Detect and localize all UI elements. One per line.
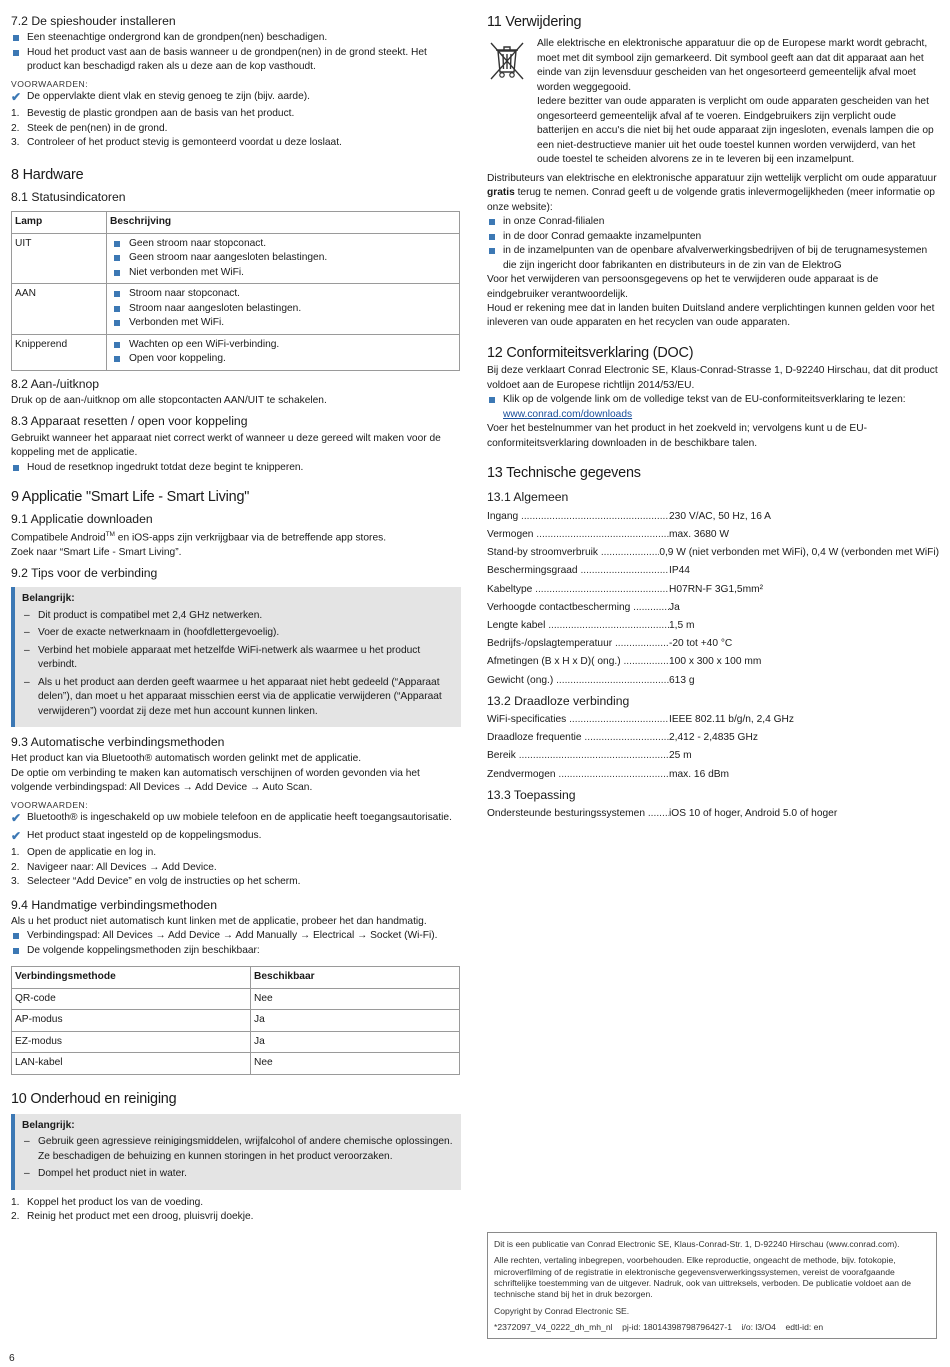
list-item: 2. Reinig het product met een droog, pluisvrij doekje. <box>11 1211 254 1223</box>
spec-value: 1,5 m <box>669 619 695 631</box>
section-9-title: 9 Applicatie "Smart Life - Smart Living" <box>11 489 250 506</box>
table-cell: AAN <box>12 284 107 334</box>
spec-value: 2,412 - 2,4835 GHz <box>669 732 758 744</box>
steps-list <box>11 107 461 150</box>
section-12 <box>487 345 939 451</box>
notes-list <box>22 1135 453 1181</box>
spec-row <box>487 711 939 729</box>
spec-row <box>487 599 939 617</box>
spec-row <box>487 653 939 671</box>
spec-row <box>487 805 939 823</box>
spec-row <box>487 635 939 653</box>
important-note <box>11 1114 461 1190</box>
paragraph: Compatibele Android™ en iOS-apps zijn verkrijgbaar via de betreffende app stores. <box>11 530 387 544</box>
table-cell: Wachten op een WiFi-verbinding. Open voor koppeling. <box>107 334 460 370</box>
spec-key: Gewicht (ong.) ..... <box>487 672 669 690</box>
section-13-1-title: 13.1 Algemeen <box>487 490 569 505</box>
table-cell: Geen stroom naar stopconact. Geen stroom naar aangesloten belastingen. Niet verbonden met WiFi. <box>107 233 460 283</box>
list-item: ✔ Bluetooth® is ingeschakeld op uw mobiele telefoon en de applicatie heeft toegangsautorisatie. <box>11 811 452 826</box>
spec-value: H07RN-F 3G1,5mm² <box>669 583 763 595</box>
paragraph: Bij deze verklaart Conrad Electronic SE, Klaus-Conrad-Strasse 1, D-92240 Hirschau, dat dit product voldoet aan de Europese richtlijn 2014/53/EU. <box>487 365 938 391</box>
list-item: 3. Selecteer “Add Device” en volg de instructies op het scherm. <box>11 876 301 888</box>
spec-key: Lengte kabel ..... <box>487 617 669 635</box>
section-13-2-title: 13.2 Draadloze verbinding <box>487 693 630 708</box>
section-9 <box>11 489 461 1074</box>
tips-list <box>22 609 453 719</box>
weee-block <box>487 37 939 167</box>
section-11 <box>487 14 939 331</box>
table-row: LAN-kabel Nee <box>12 1053 460 1074</box>
left-column <box>11 14 461 1235</box>
spec-row <box>487 766 939 784</box>
steps-list <box>11 846 461 889</box>
table-header: Beschrijving <box>107 212 460 233</box>
spec-value: 25 m <box>669 750 692 762</box>
section-13 <box>487 465 939 823</box>
table-header: Beschikbaar <box>251 967 460 988</box>
list-item: Houd het product vast aan de basis wanneer u de grondpen(nen) in de grond steekt. Het product kan beschadigd raken als u deze aan de kop vasthoudt. <box>11 46 461 75</box>
table-row <box>12 233 460 283</box>
note-title: Belangrijk: <box>22 593 75 605</box>
spec-value: max. 3680 W <box>669 528 730 540</box>
list-item: 1. Koppel het product los van de voeding. <box>11 1196 204 1208</box>
spec-general-list <box>487 508 939 690</box>
section-11-bullets <box>487 215 939 273</box>
section-11-title: 11 Verwijdering <box>487 14 582 30</box>
status-table <box>11 211 460 370</box>
paragraph: Zoek naar “Smart Life - Smart Living”. <box>11 546 182 558</box>
section-12-title: 12 Conformiteitsverklaring (DOC) <box>487 344 694 361</box>
spec-row <box>487 562 939 580</box>
checkmark-icon: ✔ <box>11 811 22 826</box>
section-12-bullets <box>487 393 939 422</box>
spec-key: Afmetingen (B x H x D)( ong.) ..... <box>487 653 669 671</box>
section-9-4-bullets <box>11 929 461 958</box>
crossed-bin-icon <box>487 37 537 167</box>
spec-value: -20 tot +40 °C <box>669 638 733 650</box>
section-13-3-title: 13.3 Toepassing <box>487 787 576 802</box>
footer-line: Alle rechten, vertaling inbegrepen, voorbehouden. Elke reproductie, ongeacht de methode, bijv. fotokopie, microverfilming of de registratie in elektronische gegevensverwerkingssystemen, vereist de voorafgaande schriftelijke toestemming van de uitgever. Nadruk, ook van uittreksels, verboden. De publicatie voldoet aan de technische stand bij het in druk bezorgen. <box>494 1255 912 1300</box>
section-9-2-title: 9.2 Tips voor de verbinding <box>11 566 158 581</box>
list-item: Verbindingspad: All Devices → Add Device → Add Manually → Electrical → Socket (Wi-Fi). <box>11 929 461 943</box>
list-item: – Als u het product aan derden geeft waarmee u het apparaat niet hebt gedeeld (“Apparaat delen”), dan moet u het apparaat misschien eerst via de applicatie verwijderen (“Apparaat verwijderen”) voordat zij deze met hun account kunnen linken. <box>22 676 453 719</box>
table-cell: Stroom naar stopconact. Stroom naar aangesloten belastingen. Verbonden met WiFi. <box>107 284 460 334</box>
table-cell: UIT <box>12 233 107 283</box>
important-note <box>11 587 461 727</box>
spec-key: Kabeltype ..... <box>487 581 669 599</box>
spec-value: 0,9 W (niet verbonden met WiFi), 0,4 W (verbonden met WiFi) <box>659 547 939 559</box>
footer-line: Copyright by Conrad Electronic SE. <box>494 1305 630 1316</box>
spec-key: WiFi-specificaties ..... <box>487 711 669 729</box>
paragraph: Houd er rekening mee dat in landen buiten Duitsland andere verplichtingen kunnen gelden voor het inleveren van oude apparaten en het recyclen van oude apparaten. <box>487 303 935 329</box>
spec-key: Zendvermogen ..... <box>487 766 669 784</box>
table-cell: Knipperend <box>12 334 107 370</box>
spec-key: Verhoogde contactbescherming ..... <box>487 599 669 617</box>
spec-row <box>487 672 939 690</box>
footer-line: *2372097_V4_0222_dh_mh_nl pj-id: 18014398798796427-1 i/o: l3/O4 edtl-id: en <box>494 1322 824 1333</box>
table-row <box>12 284 460 334</box>
section-8-2-title: 8.2 Aan-/uitknop <box>11 376 100 391</box>
spec-value: Ja <box>669 601 680 613</box>
paragraph: Iedere bezitter van oude apparaten is verplicht om oude apparaten gescheiden van het ongesorteerd gemeentelijk afval af te voeren. Eindgebruikers zijn verplicht oude batterijen en accu's die niet bij het oude apparaat zijn ingesloten, evenals lampen die op een niet-destructieve manier uit het oude toestel kunnen worden verwijderd, van het oude toestel te scheiden alvorens ze in te leveren bij een inzamelpunt. <box>537 96 934 166</box>
spec-value: iOS 10 of hoger, Android 5.0 of hoger <box>669 808 838 820</box>
list-item: Klik op de volgende link om de volledige tekst van de EU-conformiteitsverklaring te lezen: www.conrad.com/downloads <box>487 393 939 422</box>
spec-row <box>487 747 939 765</box>
section-7-2-bullets <box>11 31 461 74</box>
paragraph: Het product kan via Bluetooth® automatisch worden gelinkt met de applicatie. <box>11 753 362 765</box>
table-row: QR-code Nee <box>12 988 460 1009</box>
spec-key: Ondersteunde besturingssystemen ..... <box>487 805 669 823</box>
spec-key: Draadloze frequentie ..... <box>487 729 669 747</box>
spec-row <box>487 617 939 635</box>
list-item: 1. Bevestig de plastic grondpen aan de basis van het product. <box>11 108 295 120</box>
paragraph: Als u het product niet automatisch kunt linken met de applicatie, probeer het dan handmatig. <box>11 915 427 927</box>
paragraph: De optie om verbinding te maken kan automatisch verschijnen of worden gevonden via het volgende verbindingspad: All Devices → Add Device → Auto Scan. <box>11 767 420 794</box>
spec-wireless-list <box>487 711 939 784</box>
list-item: ✔ De oppervlakte dient vlak en stevig genoeg te zijn (bijv. aarde). <box>11 89 310 104</box>
spec-key: Beschermingsgraad ..... <box>487 562 669 580</box>
table-row: EZ-modus Ja <box>12 1031 460 1052</box>
spec-value: max. 16 dBm <box>669 768 730 780</box>
spec-row <box>487 581 939 599</box>
table-row <box>12 334 460 370</box>
spec-key: Vermogen ..... <box>487 526 669 544</box>
spec-row <box>487 526 939 544</box>
paragraph: Alle elektrische en elektronische apparatuur die op de Europese markt wordt gebracht, moet met dit symbool zijn gemarkeerd. Dit symbool geeft aan dat dit apparaat aan het einde van zijn levensduur gescheiden van het ongesorteerd gemeentelijk afval moet worden weggegooid. <box>537 38 928 93</box>
section-7-2 <box>11 14 461 151</box>
list-item: Houd de resetknop ingedrukt totdat deze begint te knipperen. <box>11 461 461 475</box>
spec-row <box>487 544 939 562</box>
section-7-2-title: 7.2 De spieshouder installeren <box>11 14 176 28</box>
paragraph: Gebruikt wanneer het apparaat niet correct werkt of wanneer u deze gereed wilt maken voor de koppeling met de applicatie. <box>11 432 441 459</box>
downloads-link[interactable]: www.conrad.com/downloads <box>503 408 633 420</box>
spec-application-list <box>487 805 939 823</box>
spec-value: 230 V/AC, 50 Hz, 16 A <box>669 510 771 522</box>
spec-row <box>487 508 939 526</box>
section-8 <box>11 167 461 475</box>
publisher-footer <box>487 1232 937 1339</box>
prereq-label: VOORWAARDEN: <box>11 799 89 810</box>
list-item: 1. Open de applicatie en log in. <box>11 847 157 859</box>
spec-value: 613 g <box>669 674 695 686</box>
page-number: 6 <box>9 1353 15 1364</box>
section-8-title: 8 Hardware <box>11 166 84 183</box>
list-item: – Dompel het product niet in water. <box>22 1167 453 1181</box>
section-10-title: 10 Onderhoud en reiniging <box>11 1090 177 1107</box>
list-item: 2. Steek de pen(nen) in de grond. <box>11 122 168 134</box>
steps-list <box>11 1196 461 1225</box>
prereq-list <box>11 811 461 843</box>
list-item: ✔ Het product staat ingesteld op de koppelingsmodus. <box>11 828 262 843</box>
spec-key: Bereik ..... <box>487 747 669 765</box>
list-item: – Gebruik geen agressieve reinigingsmiddelen, wrijfalcohol of andere chemische oplossingen. Ze beschadigen de behuizing en kunnen storingen in het product veroorzaken. <box>22 1135 453 1164</box>
list-item: in de inzamelpunten van de openbare afvalverwerkingsbedrijven of bij de terugnamesystemen die zijn ingericht door fabrikanten en distributeurs in de zin van de ElektroG <box>487 244 939 273</box>
spec-key: Bedrijfs-/opslagtemperatuur ..... <box>487 635 669 653</box>
paragraph: Voor het verwijderen van persoonsgegevens op het te verwijderen oude apparaat is de eindgebruiker verantwoordelijk. <box>487 274 879 300</box>
prereq-list <box>11 90 461 104</box>
checkmark-icon: ✔ <box>11 89 22 104</box>
list-item: in de door Conrad gemaakte inzamelpunten <box>487 230 939 244</box>
section-13-title: 13 Technische gegevens <box>487 465 641 482</box>
table-header: Verbindingsmethode <box>12 967 251 988</box>
list-item: Een steenachtige ondergrond kan de grondpen(nen) beschadigen. <box>11 31 461 45</box>
list-item: in onze Conrad-filialen <box>487 215 939 229</box>
paragraph: Distributeurs van elektrische en elektronische apparatuur zijn wettelijk verplicht om oude apparatuur gratis terug te nemen. Conrad geeft u de volgende gratis inlevermogelijkheden (meer informatie op onze website): <box>487 172 937 213</box>
prereq-label: VOORWAARDEN: <box>11 78 89 89</box>
spec-value: IP44 <box>669 565 690 577</box>
list-item: – Dit product is compatibel met 2,4 GHz netwerken. <box>22 609 453 623</box>
spec-value: 100 x 300 x 100 mm <box>669 656 762 668</box>
checkmark-icon: ✔ <box>11 828 22 843</box>
list-item: De volgende koppelingsmethoden zijn beschikbaar: <box>11 944 461 958</box>
paragraph: Voer het bestelnummer van het product in het zoekveld in; vervolgens kunt u de EU-conformiteitsverklaring downloaden in de beschikbare talen. <box>487 423 867 449</box>
spec-key: Ingang ..... <box>487 508 669 526</box>
note-title: Belangrijk: <box>22 1119 75 1131</box>
section-9-1-title: 9.1 Applicatie downloaden <box>11 512 153 527</box>
section-8-3-title: 8.3 Apparaat resetten / open voor koppeling <box>11 414 248 429</box>
footer-line: Dit is een publicatie van Conrad Electronic SE, Klaus-Conrad-Str. 1, D-92240 Hirschau (www.conrad.com). <box>494 1239 900 1249</box>
section-8-1-title: 8.1 Statusindicatoren <box>11 190 126 205</box>
section-10 <box>11 1091 461 1225</box>
right-column <box>487 14 939 833</box>
table-header: Lamp <box>12 212 107 233</box>
list-item: – Verbind het mobiele apparaat met hetzelfde WiFi-netwerk als waarmee u het product verbindt. <box>22 644 453 673</box>
table-row: AP-modus Ja <box>12 1010 460 1031</box>
section-8-3-bullets <box>11 461 461 475</box>
section-9-3-title: 9.3 Automatische verbindingsmethoden <box>11 735 225 750</box>
spec-key: Stand-by stroomverbruik ..... <box>487 544 659 562</box>
methods-table <box>11 966 460 1074</box>
spec-value: IEEE 802.11 b/g/n, 2,4 GHz <box>669 713 794 725</box>
list-item: 2. Navigeer naar: All Devices → Add Device. <box>11 861 217 873</box>
paragraph: Druk op de aan-/uitknop om alle stopcontacten AAN/UIT te schakelen. <box>11 394 327 406</box>
section-9-4-title: 9.4 Handmatige verbindingsmethoden <box>11 897 217 912</box>
list-item: – Voer de exacte netwerknaam in (hoofdlettergevoelig). <box>22 626 453 640</box>
spec-row <box>487 729 939 747</box>
list-item: 3. Controleer of het product stevig is gemonteerd voordat u deze loslaat. <box>11 137 342 149</box>
